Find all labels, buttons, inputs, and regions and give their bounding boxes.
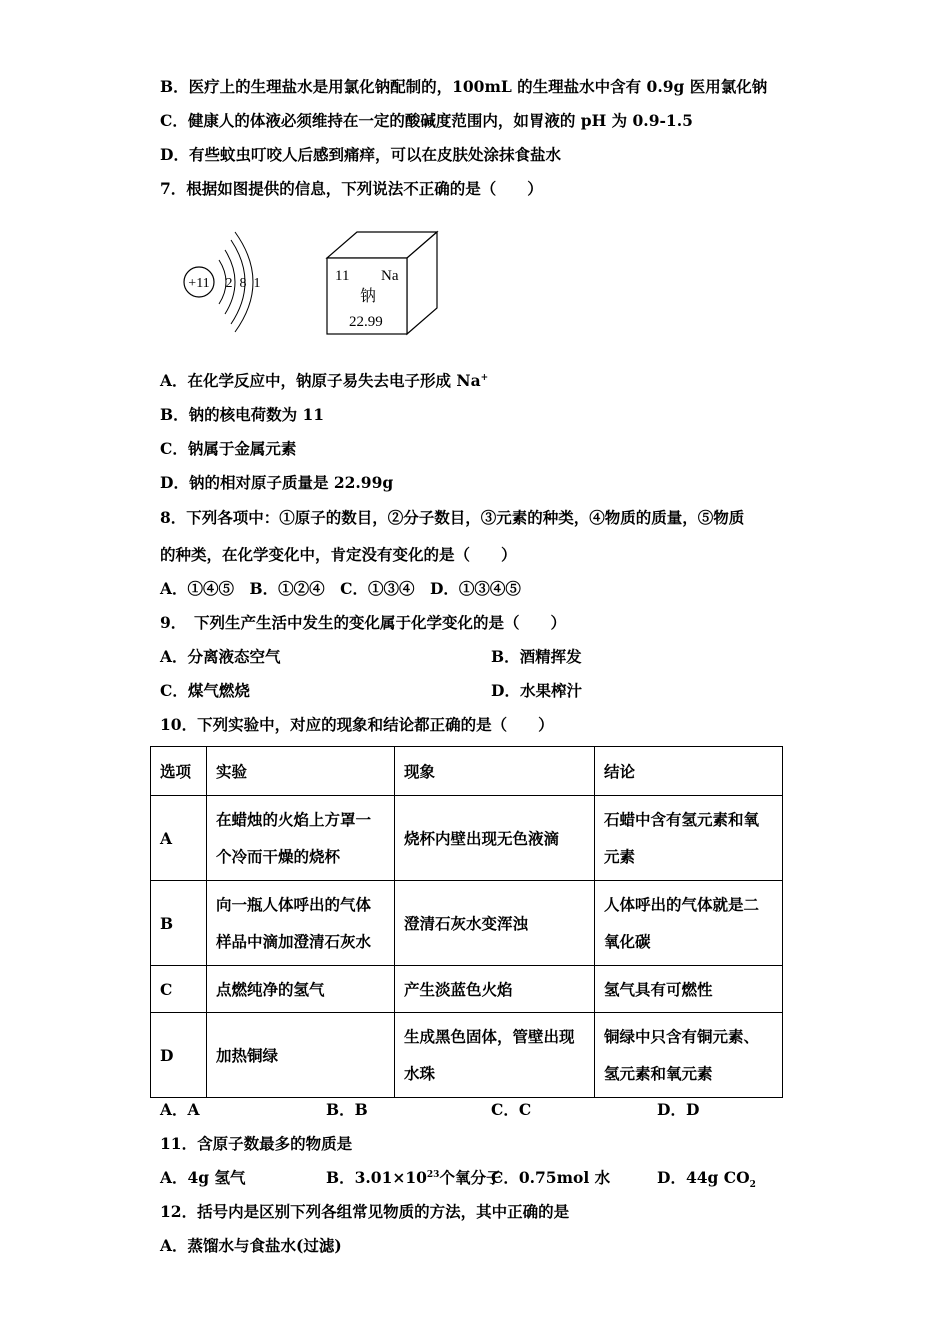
element-atomic-number: 11 — [335, 268, 350, 284]
q11-option-d — [657, 1168, 756, 1191]
q7-option-d: D．钠的相对原子质量是 22.99g — [160, 473, 394, 492]
q12-stem: 12．括号内是区别下列各组常见物质的方法，其中正确的是 — [160, 1202, 570, 1221]
q7-stem: 7．根据如图提供的信息，下列说法不正确的是（ ） — [160, 179, 543, 198]
table-row — [151, 966, 783, 1013]
row-phenomenon: 产生淡蓝色火焰 — [395, 966, 595, 1013]
row-experiment: 向一瓶人体呼出的气体样品中滴加澄清石灰水 — [207, 881, 395, 966]
row-experiment: 在蜡烛的火焰上方罩一个冷而干燥的烧杯 — [207, 796, 395, 881]
q12-option-a: A．蒸馏水与食盐水(过滤) — [160, 1236, 342, 1255]
row-option: B — [151, 881, 207, 966]
header-option: 选项 — [151, 747, 207, 796]
experiment-table — [150, 746, 783, 1098]
row-phenomenon: 生成黑色固体，管壁出现水珠 — [395, 1013, 595, 1098]
element-symbol: Na — [381, 268, 399, 284]
q6-option-b: B．医疗上的生理盐水是用氯化钠配制的，100mL 的生理盐水中含有 0.9g 医用氯化钠 — [160, 77, 768, 96]
q7-option-a-charge: + — [480, 372, 489, 383]
row-option: A — [151, 796, 207, 881]
element-mass: 22.99 — [349, 314, 383, 330]
q8-stem-line1: 8．下列各项中：①原子的数目，②分子数目，③元素的种类，④物质的质量，⑤物质 — [160, 508, 745, 527]
q10-stem: 10．下列实验中，对应的现象和结论都正确的是（ ） — [160, 715, 554, 734]
sodium-atom-structure-diagram — [175, 222, 455, 342]
table-row — [151, 796, 783, 881]
sodium-figure — [175, 222, 455, 342]
element-name: 钠 — [360, 286, 377, 305]
row-option: D — [151, 1013, 207, 1098]
q11-option-b — [326, 1168, 501, 1188]
header-experiment: 实验 — [207, 747, 395, 796]
row-experiment: 加热铜绿 — [207, 1013, 395, 1098]
q9-stem: 9． 下列生产生活中发生的变化属于化学变化的是（ ） — [160, 613, 567, 632]
q8-stem-line2: 的种类，在化学变化中，肯定没有变化的是（ ） — [160, 545, 517, 564]
header-phenomenon: 现象 — [395, 747, 595, 796]
q9-option-b: B．酒精挥发 — [491, 647, 582, 666]
q7-option-c: C．钠属于金属元素 — [160, 439, 297, 458]
q10-option-d: D．D — [657, 1100, 700, 1119]
q11-option-d-subscript: 2 — [749, 1180, 756, 1191]
q11-option-c: C．0.75mol 水 — [491, 1168, 611, 1187]
row-phenomenon: 澄清石灰水变浑浊 — [395, 881, 595, 966]
q10-option-b: B．B — [326, 1100, 368, 1119]
header-conclusion: 结论 — [595, 747, 783, 796]
q8-options: A．①④⑤ B．①②④ C．①③④ D．①③④⑤ — [160, 579, 521, 598]
q11-option-b-exponent: 23 — [426, 1169, 440, 1180]
row-conclusion: 氢气具有可燃性 — [595, 966, 783, 1013]
row-experiment: 点燃纯净的氢气 — [207, 966, 395, 1013]
row-option: C — [151, 966, 207, 1013]
q9-option-a: A．分离液态空气 — [160, 647, 281, 666]
q9-option-d: D．水果榨汁 — [491, 681, 582, 700]
q11-option-b-post: 个氧分子 — [439, 1168, 502, 1187]
table-row — [151, 881, 783, 966]
shell-electrons-3: 1 — [253, 276, 261, 291]
q7-option-a-text: A．在化学反应中，钠原子易失去电子形成 Na — [160, 371, 481, 390]
q11-option-d-pre: D．44g CO — [657, 1168, 750, 1187]
shell-electrons-1: 2 — [225, 276, 233, 291]
row-conclusion: 人体呼出的气体就是二氧化碳 — [595, 881, 783, 966]
shell-electrons-2: 8 — [239, 276, 247, 291]
row-phenomenon: 烧杯内壁出现无色液滴 — [395, 796, 595, 881]
table-header-row — [151, 747, 783, 796]
q10-option-c: C．C — [491, 1100, 532, 1119]
q7-option-a — [160, 371, 488, 391]
q11-stem: 11．含原子数最多的物质是 — [160, 1134, 353, 1153]
q11-option-b-pre: B．3.01×10 — [326, 1168, 427, 1187]
q9-option-c: C．煤气燃烧 — [160, 681, 250, 700]
nucleus-charge: +11 — [188, 276, 210, 291]
row-conclusion: 铜绿中只含有铜元素、氢元素和氧元素 — [595, 1013, 783, 1098]
q7-option-b: B．钠的核电荷数为 11 — [160, 405, 325, 424]
q6-option-d: D．有些蚊虫叮咬人后感到痛痒，可以在皮肤处涂抹食盐水 — [160, 145, 561, 164]
row-conclusion: 石蜡中含有氢元素和氧元素 — [595, 796, 783, 881]
q11-option-a: A．4g 氢气 — [160, 1168, 246, 1187]
q6-option-c: C．健康人的体液必须维持在一定的酸碱度范围内，如胃液的 pH 为 0.9-1.5 — [160, 111, 693, 130]
q10-option-a: A．A — [160, 1100, 200, 1119]
table-row — [151, 1013, 783, 1098]
